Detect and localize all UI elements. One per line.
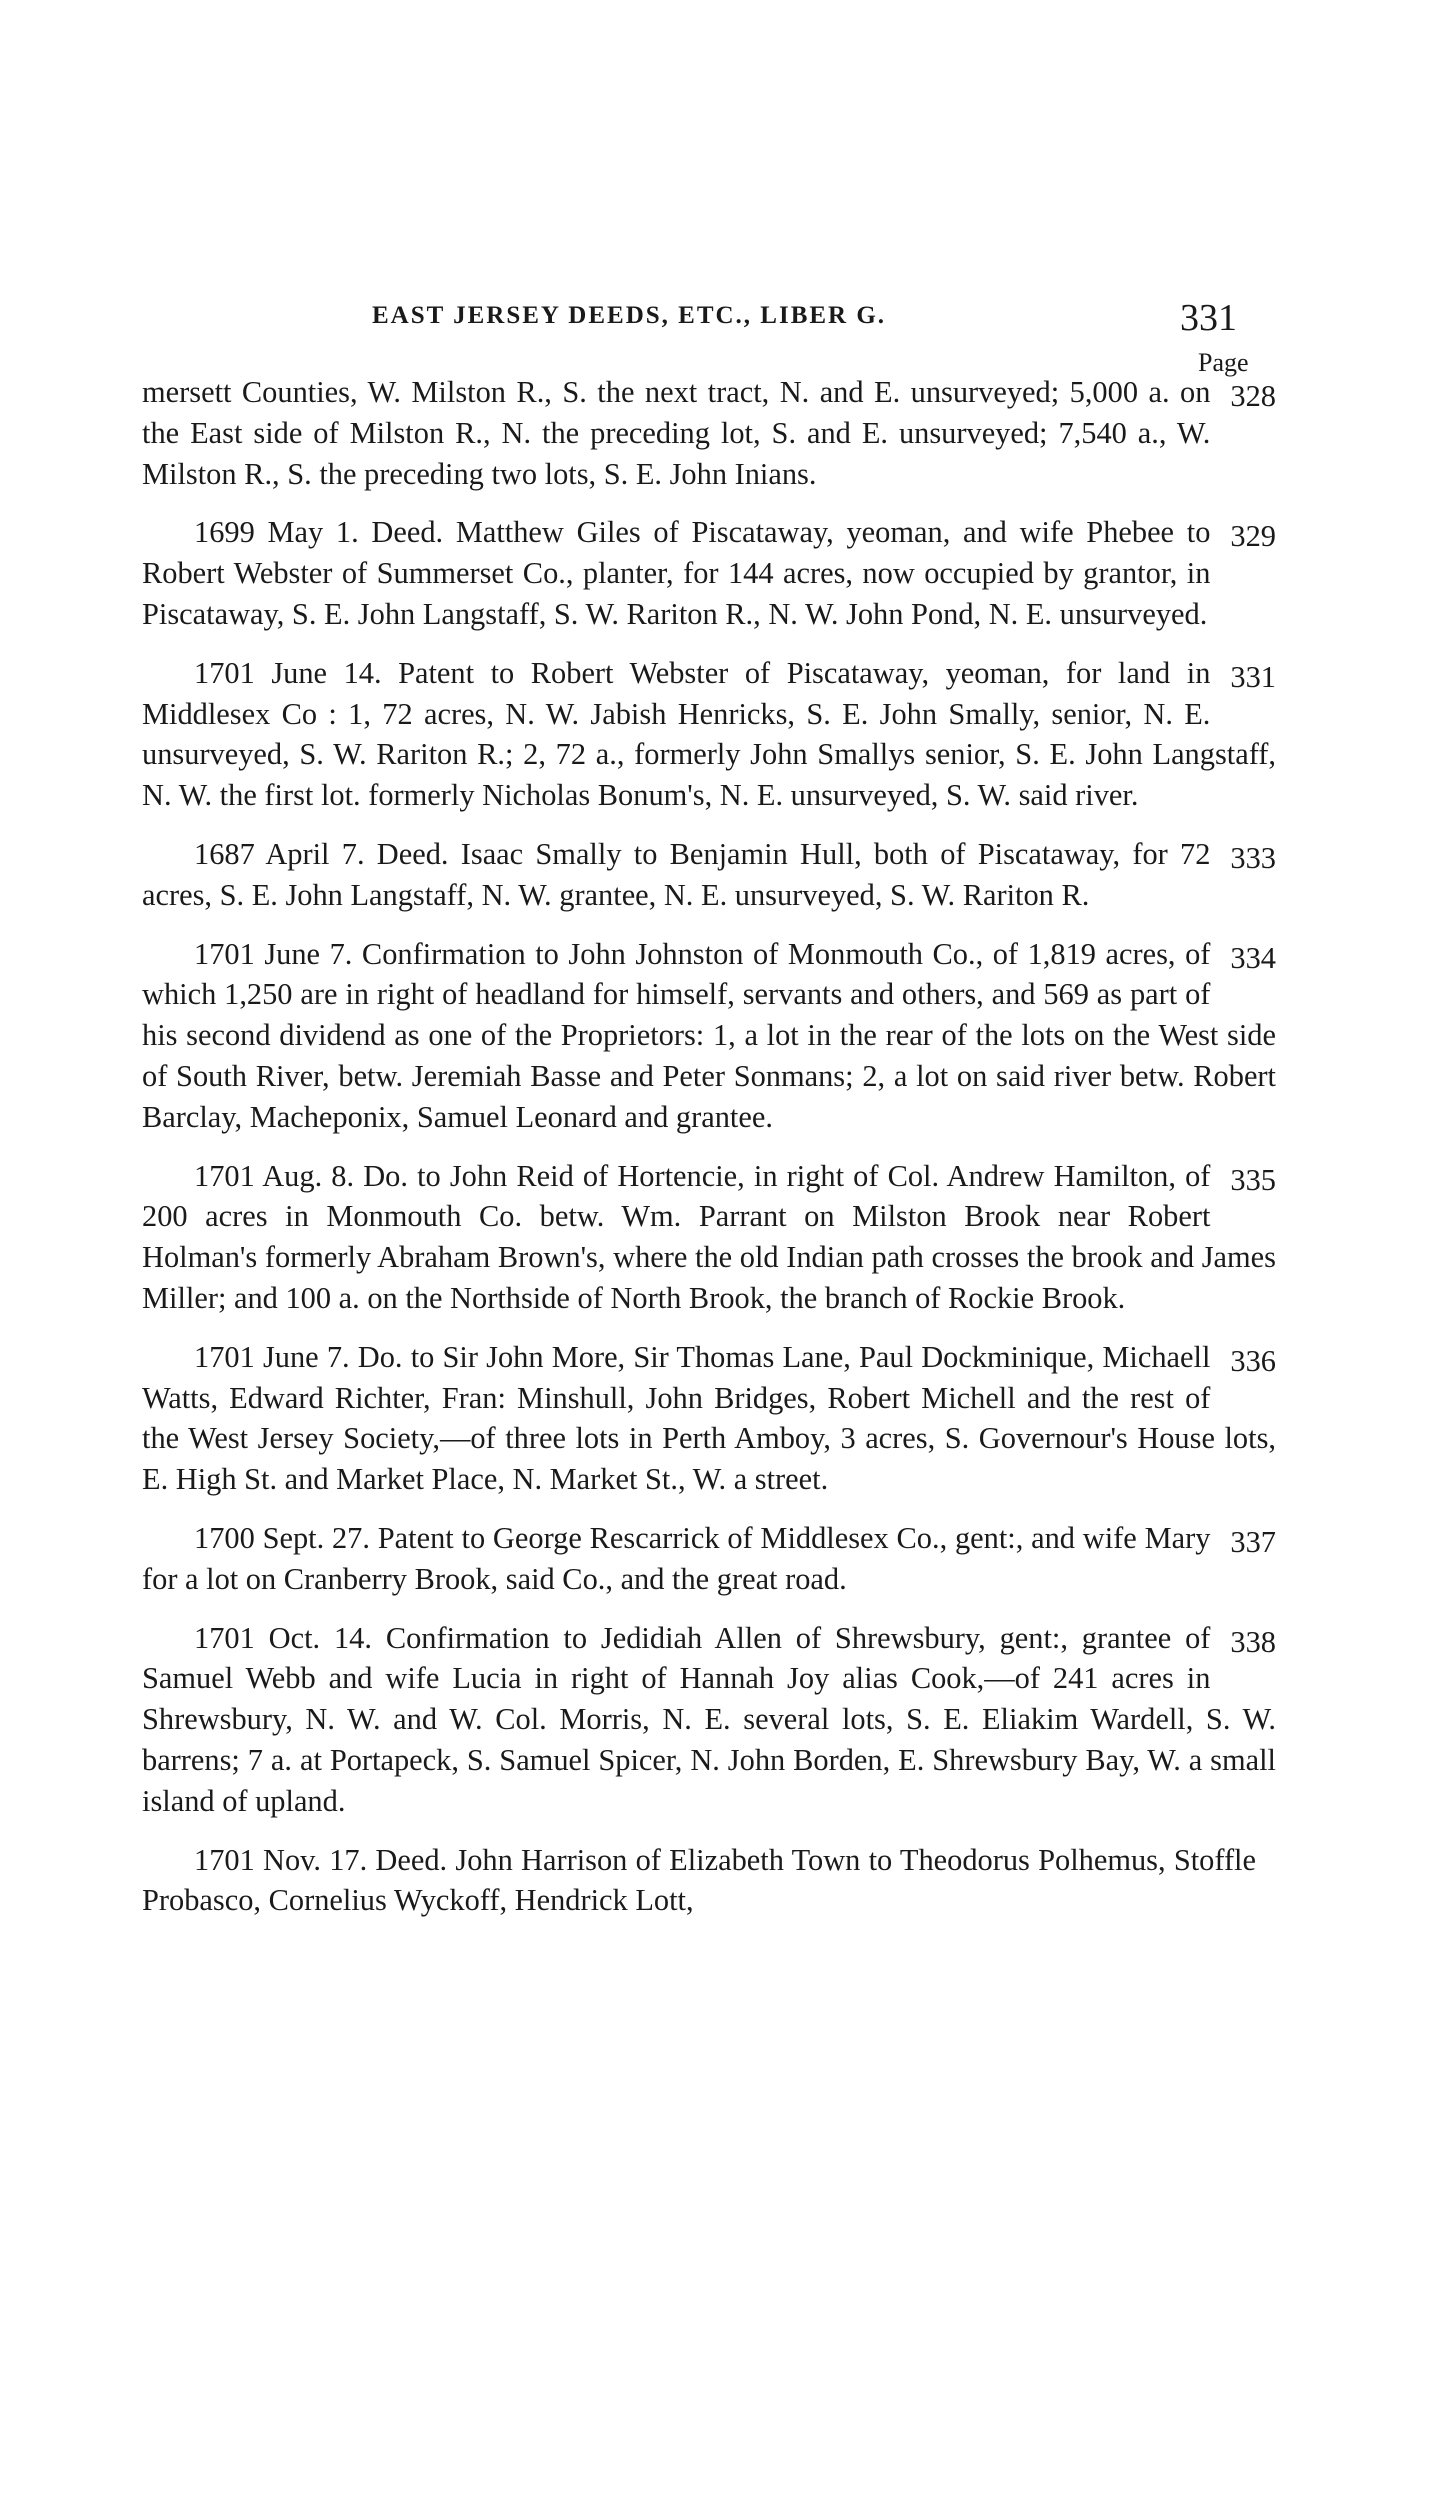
entry-text: 1699 May 1. Deed. Matthew Giles of Piscataway, yeoman, and wife Phebee to Robert Webster of Summerset Co., planter, for 144 acres, now occupied by grantor, in Piscataway, S. E. John Langstaff, S. W. Rariton R., N. W. John Pond, N. E. unsurveyed. — [142, 515, 1211, 631]
deed-entry — [142, 1840, 1276, 1922]
deed-entry — [142, 653, 1276, 816]
entry-text: 1700 Sept. 27. Patent to George Rescarrick of Middlesex Co., gent:, and wife Mary for a lot on Cranberry Brook, said Co., and the great road. — [142, 1520, 1211, 1596]
deed-entry — [142, 512, 1276, 634]
entry-text: mersett Counties, W. Milston R., S. the next tract, N. and E. unsurveyed; 5,000 a. on the East side of Milston R., N. the preceding lot, S. and E. unsurveyed; 7,540 a., W. Milston R., S. the preceding two lots, S. E. John Inians. — [142, 375, 1211, 491]
entry-text: 1687 April 7. Deed. Isaac Smally to Benjamin Hull, both of Piscataway, for 72 acres, S. E. John Langstaff, N. W. grantee, N. E. unsurveyed, S. W. Rariton R. — [142, 836, 1211, 912]
entry-page-ref: 338 — [1230, 1624, 1276, 1659]
deed-entry — [142, 1518, 1276, 1600]
deed-entry — [142, 1156, 1276, 1319]
entry-page-ref: 334 — [1230, 940, 1276, 975]
deed-entry — [142, 1337, 1276, 1500]
entry-page-ref: 331 — [1230, 659, 1276, 694]
deed-entry — [142, 934, 1276, 1138]
entry-list — [142, 372, 1276, 1939]
running-head: EAST JERSEY DEEDS, ETC., LIBER G. — [372, 302, 887, 329]
deed-entry — [142, 834, 1276, 916]
entry-text: 1701 June 7. Do. to Sir John More, Sir Thomas Lane, Paul Dockminique, Michaell Watts, Edward Richter, Fran: Minshull, John Bridges, Robert Michell and the rest of the West Jersey Society,—of three lots in Perth Amboy, 3 acres, S. Governour's House lots, E. High St. and Market Place, N. Market St., W. a street. — [142, 1339, 1276, 1497]
entry-page-ref: 333 — [1230, 840, 1276, 875]
page-number: 331 — [1180, 297, 1237, 339]
deed-entry — [142, 372, 1276, 494]
entry-page-ref: 336 — [1230, 1343, 1276, 1378]
entry-text: 1701 June 7. Confirmation to John Johnston of Monmouth Co., of 1,819 acres, of which 1,250 are in right of headland for himself, servants and others, and 569 as part of his second dividend as one of the Proprietors: 1, a lot in the rear of the lots on the West side of South River, betw. Jeremiah Basse and Peter Sonmans; 2, a lot on said river betw. Robert Barclay, Macheponix, Samuel Leonard and grantee. — [142, 936, 1276, 1134]
entry-text: 1701 Oct. 14. Confirmation to Jedidiah Allen of Shrewsbury, gent:, grantee of Samuel Webb and wife Lucia in right of Hannah Joy alias Cook,—of 241 acres in Shrewsbury, N. W. and W. Col. Morris, N. E. several lots, S. E. Eliakim Wardell, S. W. barrens; 7 a. at Portapeck, S. Samuel Spicer, N. John Borden, E. Shrewsbury Bay, W. a small island of upland. — [142, 1620, 1276, 1818]
entry-text: 1701 Nov. 17. Deed. John Harrison of Elizabeth Town to Theodorus Polhemus, Stoffle Probasco, Cornelius Wyckoff, Hendrick Lott, — [142, 1842, 1256, 1918]
entry-page-ref: 329 — [1230, 519, 1276, 554]
page-header — [372, 296, 1272, 356]
page-column-label: Page — [1198, 348, 1249, 377]
entry-text: 1701 June 14. Patent to Robert Webster of Piscataway, yeoman, for land in Middlesex Co : 1, 72 acres, N. W. Jabish Henricks, S. E. John Smally, senior, N. E. unsurveyed, S. W. Rariton R.; 2, 72 a., formerly John Smallys senior, S. E. John Langstaff, N. W. the first lot. formerly Nicholas Bonum's, N. E. unsurveyed, S. W. said river. — [142, 655, 1276, 813]
entry-page-ref: 335 — [1230, 1162, 1276, 1197]
entry-page-ref: 337 — [1230, 1524, 1276, 1559]
entry-text: 1701 Aug. 8. Do. to John Reid of Hortencie, in right of Col. Andrew Hamilton, of 200 acres in Monmouth Co. betw. Wm. Parrant on Milston Brook near Robert Holman's formerly Abraham Brown's, where the old Indian path crosses the brook and James Miller; and 100 a. on the Northside of North Brook, the branch of Rockie Brook. — [142, 1158, 1276, 1315]
entry-page-ref: 328 — [1230, 379, 1276, 413]
deed-entry — [142, 1618, 1276, 1822]
